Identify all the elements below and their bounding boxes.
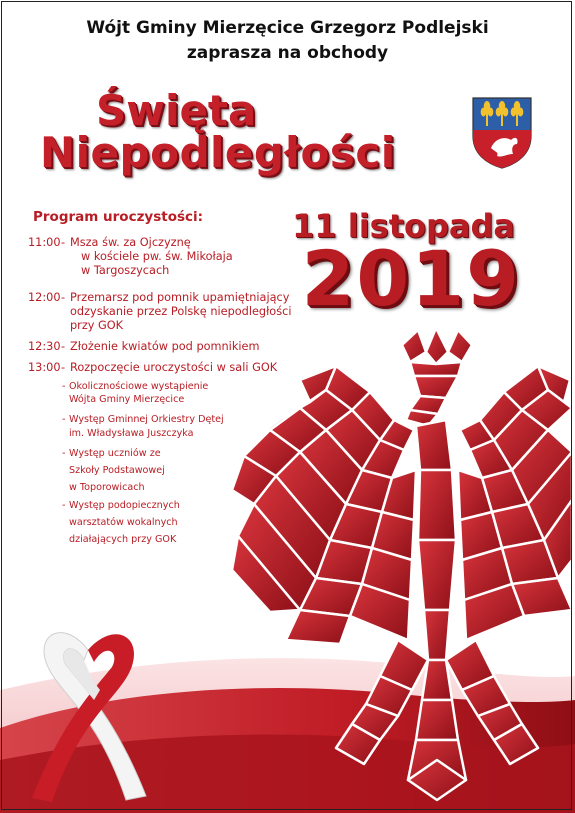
program-text: przy GOK	[70, 319, 124, 332]
program-text: odzyskanie przez Polskę niepodległości	[70, 305, 292, 318]
program-text: Przemarsz pod pomnik upamiętniający	[70, 291, 290, 304]
program-subitem-text: w Toporowicach	[69, 482, 145, 493]
program-text: w kościele pw. św. Mikołaja	[81, 250, 233, 263]
white-red-ribbon-icon	[26, 610, 156, 810]
coat-of-arms-icon	[471, 96, 533, 170]
poster: Wójt Gminy Mierzęcice Grzegorz Podlejski zaprasza na obchody Święta Niepodległości 11 listopada 2019 Program uroczystości: 11:00 - Msza św. za Ojczyznę w kościele pw. św. Mikołaja w Targoszycach 12:00 - Przemarsz pod pomnik upamiętniający odzyskanie przez Polskę niepodległości przy GOK 12:30 - Złożenie kwiatów pod pomnikiem 13:00 - Rozpoczęcie uroczystości w sali GOK - Okolicznościowe wystąpienie Wójta Gminy Mierzęcice - Występ Gminnej Orkiestry Dętej im. Władysława Juszczyka - Występ uczniów ze Szkoły Podstawowej w Toporowicach - Występ podopiecznych warsztatów wokalnych działających przy GOK	[0, 0, 575, 813]
program-time: 12:30	[28, 340, 61, 353]
program-time: 13:00	[28, 361, 61, 374]
program-time: 12:00	[28, 291, 61, 304]
program-text: Msza św. za Ojczyznę	[70, 236, 191, 249]
program-text: Rozpoczęcie uroczystości w sali GOK	[70, 361, 278, 374]
program-subitem-text: Występ uczniów ze	[69, 448, 161, 459]
program-text: Złożenie kwiatów pod pomnikiem	[70, 340, 260, 353]
program-subitem-text: Okolicznościowe wystąpienie	[69, 381, 209, 392]
title-line-2: Niepodległości	[40, 128, 396, 177]
invitation-line-1: Wójt Gminy Mierzęcice Grzegorz Podlejski	[86, 18, 489, 38]
event-year: 2019	[301, 234, 521, 323]
program-time: 11:00	[28, 236, 61, 249]
invitation-line-2: zaprasza na obchody	[186, 43, 389, 63]
program-heading: Program uroczystości:	[33, 209, 204, 225]
program-text: w Targoszycach	[81, 264, 170, 277]
title-line-1: Święta	[96, 86, 257, 135]
event-date: 11 listopada	[292, 207, 515, 245]
program-subitem-text: Występ Gminnej Orkiestry Dętej	[69, 414, 224, 425]
program-subitem-text: Występ podopiecznych	[69, 500, 180, 511]
program-subitem-text: warsztatów wokalnych	[69, 517, 178, 528]
program-subitem-text: Szkoły Podstawowej	[69, 465, 165, 476]
program-subitem-text: działających przy GOK	[69, 534, 177, 545]
program-subitem-text: im. Władysława Juszczyka	[69, 428, 194, 439]
program-subitem-text: Wójta Gminy Mierzęcice	[69, 394, 185, 405]
